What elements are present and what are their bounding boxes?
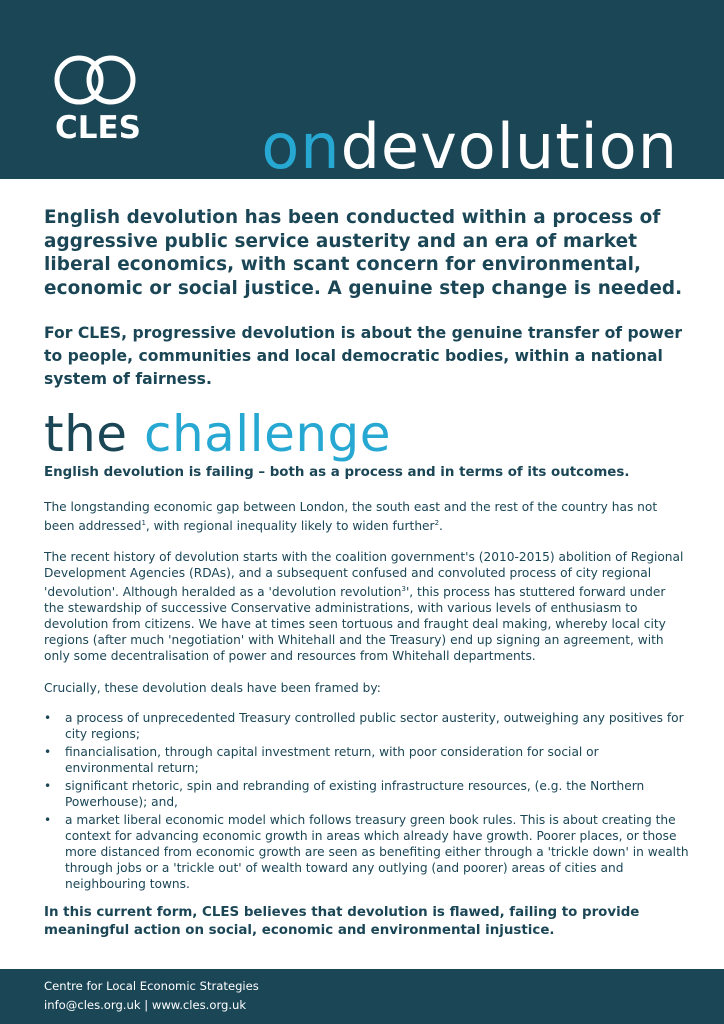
bullet-icon: • (44, 779, 52, 793)
intro-paragraph: For CLES, progressive devolution is about the genuine transfer of power to people, communities and local democratic bodies, within a national system of fairness. (44, 324, 683, 388)
lead-emphasis: A genuine step change is needed. (327, 277, 683, 299)
bullet-icon: • (44, 745, 52, 759)
footnote-ref: 3 (401, 585, 406, 593)
bullet-text: a market liberal economic model which follows treasury green book rules. This is about creating the context for advancing economic growth in areas which already have growth. Poorer places, or those more distanced from economic growth are seen as benefiting either through a 'trickle down' in wealth through jobs or a 'trickle out' of wealth toward any outlying (and poorer) areas of cities and neighbouring towns. (65, 813, 689, 891)
bullet-icon: • (44, 711, 52, 725)
para1-text-b: , with regional inequality likely to widen further (145, 519, 435, 534)
masthead-title (261, 110, 678, 183)
para2-text-b: ', this process has stuttered forward under the stewardship of successive Conservative administrations, with various levels of enthusiasm to devolution from citizens. We have at times seen tortuous and fraught deal making, whereby local city regions (after much 'negotiation' with Whitehall and the Treasury) end up signing an agreement, with only some decentralisation of power and resources from Whitehall departments. (44, 585, 666, 664)
para1-text-c: . (439, 519, 443, 534)
footer-org-name: Centre for Local Economic Strategies (44, 979, 259, 993)
paragraph-history (44, 549, 689, 664)
footnote-ref: 2 (434, 519, 440, 527)
list-item (44, 744, 689, 776)
paragraph-framed-by: Crucially, these devolution deals have been framed by: (44, 681, 381, 695)
list-item (44, 812, 689, 892)
bullet-text: financialisation, through capital investment return, with poor consideration for social or environmental return; (65, 745, 599, 775)
logo-text: CLES (54, 110, 141, 146)
bullet-text: significant rhetoric, spin and rebranding of existing infrastructure resources, (e.g. the Northern Powerhouse); and, (65, 779, 645, 809)
bullet-text: a process of unprecedented Treasury controlled public sector austerity, outweighing any positives for city regions; (65, 711, 684, 741)
footer-contact: info@cles.org.uk | www.cles.org.uk (44, 998, 247, 1012)
paragraph-economic-gap (44, 499, 689, 534)
lead-text: English devolution has been conducted within a process of aggressive public service austerity and an era of market liberal economics, with scant concern for environmental, economic or social justice. (44, 207, 661, 299)
para1-text-a: The longstanding economic gap between London, the south east and the rest of the country has not been addressed (44, 500, 658, 534)
masthead-main: devolution (340, 110, 678, 183)
masthead-prefix: on (261, 110, 341, 183)
section-subhead: English devolution is failing – both as a process and in terms of its outcomes. (44, 465, 630, 480)
footnote-ref: 1 (141, 519, 146, 527)
heading-prefix: the (44, 405, 128, 463)
bullet-list (44, 710, 689, 894)
lead-statement (44, 206, 684, 300)
list-item (44, 778, 689, 810)
cles-logo (51, 50, 147, 146)
conclusion-statement: In this current form, CLES believes that devolution is flawed, failing to provide meaningful action on social, economic and environmental injustice. (44, 905, 640, 938)
list-item (44, 710, 689, 742)
heading-accent: challenge (143, 405, 392, 463)
interlocking-rings-icon (51, 50, 147, 110)
footer-banner (0, 969, 724, 1024)
para2-text-a: The recent history of devolution starts with the coalition government's (2010-2015) abolition of Regional Development Agencies (RDAs), and a subsequent confused and convoluted process of city regional 'devolution'. Although heralded as a 'devolution revolution (44, 550, 684, 600)
bullet-icon: • (44, 813, 52, 827)
section-heading (44, 405, 391, 463)
header-banner (0, 0, 724, 183)
